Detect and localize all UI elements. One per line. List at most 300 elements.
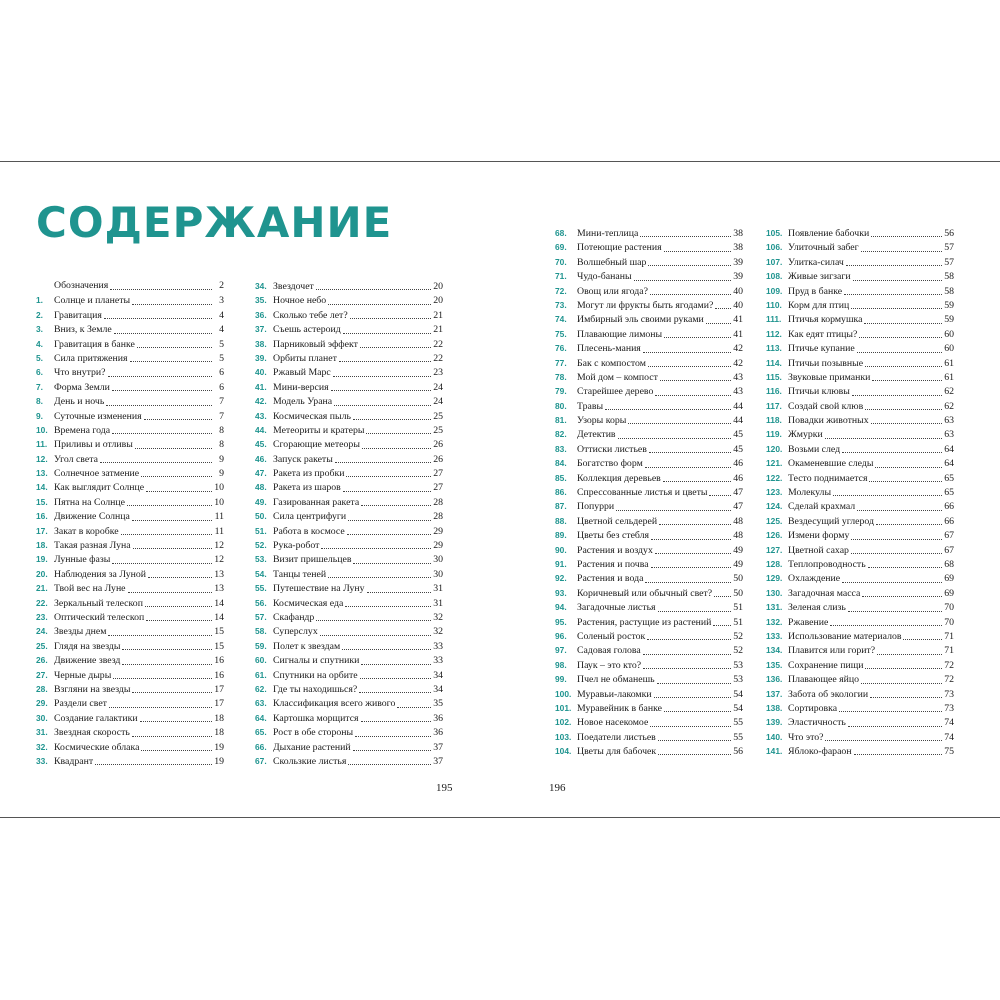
entry-number: 127. [766,544,783,555]
toc-entry [766,442,954,456]
entry-page: 72 [944,659,954,671]
entry-title: Поедатели листьев [577,731,656,743]
toc-entry [255,567,443,581]
entry-page: 11 [214,511,224,523]
entry-title: Плавающее яйцо [788,674,860,686]
toc-entry [255,754,443,768]
entry-number: 64. [255,712,267,723]
entry-title: Как едят птицы? [788,328,858,340]
entry-title: Орбиты планет [273,352,337,364]
entry-number: 105. [766,228,783,238]
toc-entry [766,600,954,614]
entry-title: Солнечное затмение [54,468,140,480]
entry-title: Могут ли фрукты быть ягодами? [577,299,714,311]
toc-entry [766,427,954,441]
entry-number: 18. [36,540,48,551]
entry-page: 27 [433,482,443,494]
toc-entry [255,495,443,509]
toc-entry [766,255,954,269]
entry-page: 4 [219,324,224,336]
toc-entry [36,696,224,710]
toc-entry [766,528,954,542]
entry-title: Мини-теплица [577,228,639,239]
entry-title: Мой дом – компост [577,371,658,383]
toc-entry [555,528,743,542]
entry-page: 5 [219,352,224,364]
entry-page: 48 [733,530,743,542]
entry-title: Дыхание растений [273,741,351,753]
dot-leader [648,365,731,367]
entry-number: 141. [766,746,783,757]
toc-entry [36,365,224,379]
toc-entry [255,552,443,566]
entry-page: 25 [433,410,443,422]
entry-page: 50 [733,573,743,585]
dot-leader [616,509,731,511]
entry-page: 11 [214,525,224,537]
entry-number: 98. [555,659,567,670]
toc-entry [36,653,224,667]
entry-title: Где ты находишься? [273,683,358,695]
entry-title: Танцы теней [273,568,327,580]
toc-entry [255,711,443,725]
entry-number: 58. [255,626,267,637]
dot-leader [851,552,942,554]
entry-page: 57 [944,242,954,254]
dot-leader [343,490,431,492]
dot-leader [628,422,731,424]
entry-title: Повадки животных [788,415,869,427]
entry-title: Такая разная Луна [54,540,131,552]
entry-title: Что внутри? [54,367,106,379]
entry-title: Птичьи позывные [788,357,864,369]
entry-number: 81. [555,415,567,426]
entry-page: 13 [214,568,224,580]
entry-page: 37 [433,741,443,753]
dot-leader [859,336,942,338]
entry-number: 55. [255,583,267,594]
entry-title: Паук – это кто? [577,659,642,671]
entry-page: 18 [214,712,224,724]
toc-entry [555,514,743,528]
dot-leader [649,451,731,453]
entry-title: Старейшее дерево [577,386,654,398]
entry-title: Растения и почва [577,558,649,570]
entry-title: Плесень-мания [577,343,641,355]
entry-page: 69 [944,573,954,585]
dot-leader [877,653,942,655]
entry-page: 26 [433,453,443,465]
toc-entry [36,322,224,336]
toc-entry [766,341,954,355]
entry-number: 19. [36,554,48,565]
entry-page: 35 [433,698,443,710]
dot-leader [397,706,431,708]
dot-leader [643,653,731,655]
dot-leader [335,461,431,463]
entry-page: 38 [733,228,743,239]
entry-number: 40. [255,367,267,378]
entry-number: 103. [555,731,572,742]
dot-leader [862,595,942,597]
dot-leader [605,408,731,410]
entry-number: 104. [555,746,572,757]
toc-entry [36,740,224,754]
entry-page: 22 [433,338,443,350]
dot-leader [334,404,431,406]
dot-leader [869,480,942,482]
entry-number: 74. [555,314,567,325]
entry-title: Визит пришельцев [273,554,352,566]
entry-title: Окаменевшие следы [788,458,874,470]
dot-leader [333,375,431,377]
entry-title: Гравитация в банке [54,338,135,350]
entry-page: 47 [733,487,743,499]
entry-number: 65. [255,727,267,738]
entry-title: Возьми след [788,443,841,455]
entry-number: 9. [36,410,43,421]
dot-leader [839,710,942,712]
entry-number: 43. [255,410,267,421]
dot-leader [328,576,431,578]
entry-title: Создание галактики [54,712,138,724]
page-title: СОДЕРЖАНИЕ [36,198,393,247]
toc-entry [555,485,743,499]
dot-leader [854,753,942,755]
dot-leader [654,696,731,698]
entry-title: Гравитация [54,309,102,321]
entry-page: 19 [214,755,224,767]
entry-page: 52 [733,630,743,642]
entry-page: 49 [733,558,743,570]
entry-page: 33 [433,640,443,652]
entry-number: 85. [555,472,567,483]
entry-number: 128. [766,558,783,569]
toc-entry [36,581,224,595]
dot-leader [108,375,212,377]
entry-title: Корм для птиц [788,299,850,311]
dot-leader [347,533,431,535]
entry-page: 42 [733,343,743,355]
entry-page: 61 [944,371,954,383]
entry-title: Овощ или ягода? [577,285,648,297]
toc-entry [255,452,443,466]
dot-leader [715,307,731,309]
entry-number: 73. [555,299,567,310]
toc-entry [555,600,743,614]
dot-leader [316,288,431,290]
entry-title: Узоры коры [577,415,627,427]
entry-title: Сортировка [788,702,838,714]
toc-entry [36,725,224,739]
dot-leader [865,365,942,367]
toc-entry [255,639,443,653]
dot-leader [872,379,942,381]
entry-number: 29. [36,698,48,709]
dot-leader [137,346,212,348]
toc-entry [36,452,224,466]
toc-entry [36,682,224,696]
entry-number: 22. [36,597,48,608]
dot-leader [112,432,212,434]
dot-leader [345,605,431,607]
entry-title: Ракета из шаров [273,482,341,494]
entry-page: 44 [733,415,743,427]
dot-leader [660,379,731,381]
toc-column-3 [555,226,743,758]
toc-entry [766,586,954,600]
entry-title: Детектив [577,429,616,441]
dot-leader [133,547,212,549]
entry-page: 39 [733,271,743,283]
entry-page: 53 [733,674,743,686]
toc-entry [255,538,443,552]
dot-leader [657,682,731,684]
dot-leader [127,504,212,506]
entry-page: 44 [733,400,743,412]
entry-number: 133. [766,630,783,641]
entry-title: Цветы без стебля [577,530,650,542]
toc-entry [255,581,443,595]
entry-number: 53. [255,554,267,565]
entry-number: 82. [555,429,567,440]
toc-entry [255,409,443,423]
entry-page: 54 [733,688,743,700]
entry-title: Сколько тебе лет? [273,309,348,321]
entry-title: Улиточный забег [788,242,859,254]
entry-page: 62 [944,400,954,412]
entry-page: 17 [214,698,224,710]
dot-leader [121,533,212,535]
toc-entry [555,557,743,571]
entry-number: 125. [766,515,783,526]
entry-page: 56 [944,228,954,239]
entry-title: Потеющие растения [577,242,662,254]
entry-page: 52 [733,645,743,657]
dot-leader [618,437,731,439]
dot-leader [870,696,942,698]
entry-page: 30 [433,568,443,580]
toc-entry [766,269,954,283]
toc-entry [766,399,954,413]
entry-title: Охлаждение [788,573,841,585]
dot-leader [140,720,212,722]
entry-page: 49 [733,544,743,556]
entry-page: 50 [733,587,743,599]
dot-leader [141,475,212,477]
entry-page: 20 [433,281,443,292]
entry-number: 137. [766,688,783,699]
toc-entry [255,653,443,667]
entry-number: 132. [766,616,783,627]
toc-entry [555,269,743,283]
entry-page: 20 [433,295,443,307]
entry-number: 17. [36,525,48,536]
dot-leader [876,523,942,525]
dot-leader [658,753,731,755]
entry-page: 37 [433,755,443,767]
entry-number: 102. [555,717,572,728]
toc-entry [555,586,743,600]
dot-leader [861,250,942,252]
entry-title: Богатство форм [577,458,643,470]
entry-page: 46 [733,472,743,484]
dot-leader [328,303,431,305]
entry-page: 32 [433,611,443,623]
entry-page: 66 [944,501,954,513]
toc-entry [555,240,743,254]
entry-number: 27. [36,669,48,680]
entry-title: Парниковый эффект [273,338,358,350]
toc-entry [255,308,443,322]
toc-entry [36,567,224,581]
entry-number: 79. [555,386,567,397]
dot-leader [851,538,942,540]
toc-entry [766,672,954,686]
toc-entry [36,380,224,394]
entry-number: 12. [36,453,48,464]
toc-entry [766,298,954,312]
entry-title: Работа в космосе [273,525,345,537]
entry-page: 61 [944,357,954,369]
entry-title: Травы [577,400,604,412]
entry-page: 23 [433,367,443,379]
entry-title: Забота об экологии [788,688,869,700]
dot-leader [655,394,731,396]
entry-page: 29 [433,540,443,552]
entry-page: 51 [733,616,743,628]
dot-leader [366,432,431,434]
dot-leader [868,566,942,568]
entry-page: 47 [733,501,743,513]
toc-entry [766,701,954,715]
entry-number: 130. [766,587,783,598]
toc-entry [766,730,954,744]
toc-entry [555,629,743,643]
dot-leader [643,351,731,353]
entry-page: 16 [214,655,224,667]
entry-page: 8 [219,439,224,451]
entry-page: 21 [433,324,443,336]
entry-number: 63. [255,698,267,709]
entry-number: 38. [255,338,267,349]
entry-title: Метеориты и кратеры [273,424,365,436]
entry-number: 88. [555,515,567,526]
entry-page: 70 [944,616,954,628]
dot-leader [350,317,431,319]
entry-page: 22 [433,352,443,364]
dot-leader [825,739,942,741]
dot-leader [648,264,731,266]
entry-title: Пчел не обманешь [577,674,655,686]
entry-page: 30 [433,554,443,566]
entry-page: 34 [433,669,443,681]
toc-entry [36,293,224,307]
dot-leader [634,279,731,281]
entry-number: 92. [555,573,567,584]
toc-entry [766,744,954,758]
dot-leader [663,480,731,482]
entry-title: Движение звезд [54,655,121,667]
entry-title: Закат в коробке [54,525,119,537]
toc-entry [555,284,743,298]
entry-number: 8. [36,396,43,407]
toc-entry [255,509,443,523]
dot-leader [104,317,212,319]
entry-number: 32. [36,741,48,752]
entry-number: 20. [36,568,48,579]
toc-entry [555,456,743,470]
toc-entry [766,471,954,485]
dot-leader [145,605,212,607]
entry-number: 14. [36,482,48,493]
entry-title: Новое насекомое [577,717,649,729]
entry-title: Рука-робот [273,540,320,552]
dot-leader [320,634,431,636]
entry-number: 66. [255,741,267,752]
entry-page: 67 [944,530,954,542]
entry-number: 83. [555,443,567,454]
dot-leader [361,720,431,722]
entry-number: 78. [555,371,567,382]
dot-leader [114,332,212,334]
entry-number: 48. [255,482,267,493]
toc-entry [766,327,954,341]
entry-page: 59 [944,314,954,326]
entry-number: 135. [766,659,783,670]
entry-number: 72. [555,285,567,296]
entry-page: 12 [214,540,224,552]
entry-title: День и ночь [54,396,105,408]
entry-page: 73 [944,702,954,714]
toc-entry [36,524,224,538]
dot-leader [146,619,212,621]
toc-entry [36,538,224,552]
dot-leader [658,739,731,741]
toc-entry [555,730,743,744]
entry-number: 44. [255,424,267,435]
entry-number: 49. [255,496,267,507]
entry-number: 136. [766,674,783,685]
entry-title: Оттиски листьев [577,443,647,455]
entry-page: 24 [433,396,443,408]
entry-number: 46. [255,453,267,464]
entry-title: Рост в обе стороны [273,727,354,739]
dot-leader [360,677,431,679]
dot-leader [122,648,212,650]
entry-page: 46 [733,458,743,470]
entry-page: 74 [944,731,954,743]
entry-number: 138. [766,702,783,713]
dot-leader [353,562,431,564]
entry-page: 6 [219,367,224,379]
dot-leader [108,634,212,636]
dot-leader [658,610,731,612]
entry-number: 118. [766,415,782,426]
toc-entry [555,327,743,341]
entry-title: Волшебный шар [577,256,647,268]
entry-title: Сгорающие метеоры [273,439,360,451]
dot-leader [857,351,942,353]
entry-page: 75 [944,746,954,758]
dot-leader [148,576,212,578]
entry-title: Оптический телескоп [54,611,145,623]
dot-leader [130,360,213,362]
toc-entry [555,715,743,729]
dot-leader [348,519,431,521]
entry-page: 67 [944,544,954,556]
entry-title: Молекулы [788,487,832,499]
